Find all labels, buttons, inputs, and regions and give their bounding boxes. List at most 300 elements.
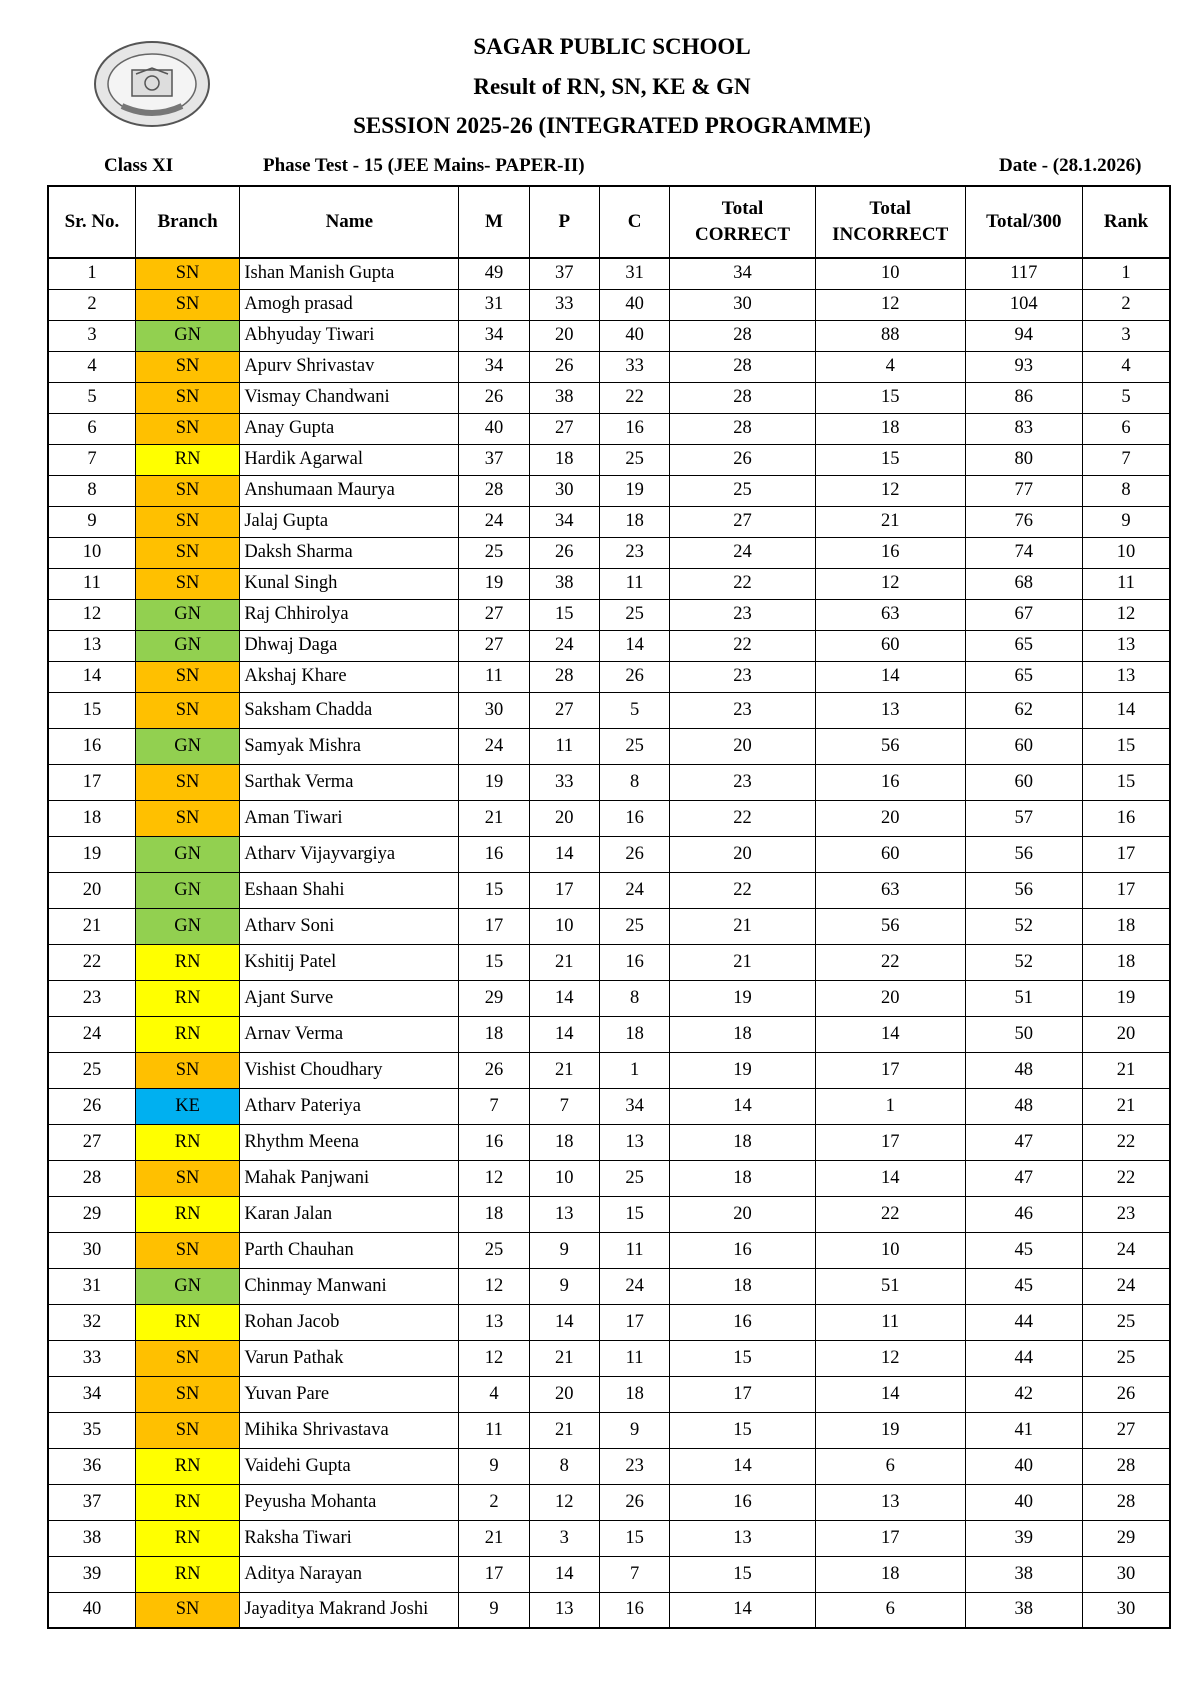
- cell-p: 21: [529, 944, 599, 980]
- cell-rank: 24: [1083, 1268, 1170, 1304]
- cell-m: 17: [459, 1556, 529, 1592]
- table-row: [48, 1124, 1170, 1160]
- cell-m: 4: [459, 1376, 529, 1412]
- cell-total-correct: 24: [670, 537, 816, 568]
- cell-name: Varun Pathak: [240, 1340, 459, 1376]
- cell-p: 7: [529, 1088, 599, 1124]
- cell-total: 104: [965, 289, 1083, 320]
- cell-total: 38: [965, 1592, 1083, 1628]
- cell-total-incorrect: 18: [815, 413, 965, 444]
- cell-rank: 20: [1083, 1016, 1170, 1052]
- cell-c: 14: [599, 630, 669, 661]
- table-row: [48, 1196, 1170, 1232]
- cell-name: Raj Chhirolya: [240, 599, 459, 630]
- cell-total-incorrect: 12: [815, 289, 965, 320]
- cell-name: Mahak Panjwani: [240, 1160, 459, 1196]
- cell-total-incorrect: 60: [815, 836, 965, 872]
- cell-total-incorrect: 17: [815, 1124, 965, 1160]
- cell-c: 11: [599, 1232, 669, 1268]
- cell-p: 17: [529, 872, 599, 908]
- cell-total-correct: 19: [670, 1052, 816, 1088]
- cell-c: 11: [599, 1340, 669, 1376]
- cell-sr-no: 11: [48, 568, 135, 599]
- table-row: [48, 872, 1170, 908]
- cell-total-correct: 20: [670, 728, 816, 764]
- cell-m: 19: [459, 764, 529, 800]
- cell-sr-no: 3: [48, 320, 135, 351]
- cell-p: 8: [529, 1448, 599, 1484]
- cell-c: 40: [599, 289, 669, 320]
- cell-c: 18: [599, 1016, 669, 1052]
- cell-branch: RN: [135, 1520, 239, 1556]
- cell-name: Chinmay Manwani: [240, 1268, 459, 1304]
- cell-name: Vishist Choudhary: [240, 1052, 459, 1088]
- cell-name: Anshumaan Maurya: [240, 475, 459, 506]
- cell-p: 26: [529, 351, 599, 382]
- cell-branch: SN: [135, 382, 239, 413]
- cell-total: 38: [965, 1556, 1083, 1592]
- cell-sr-no: 37: [48, 1484, 135, 1520]
- cell-branch: RN: [135, 944, 239, 980]
- cell-m: 27: [459, 599, 529, 630]
- cell-total: 56: [965, 872, 1083, 908]
- cell-rank: 3: [1083, 320, 1170, 351]
- cell-total-incorrect: 15: [815, 444, 965, 475]
- cell-total-correct: 15: [670, 1412, 816, 1448]
- cell-total-incorrect: 1: [815, 1088, 965, 1124]
- cell-p: 38: [529, 382, 599, 413]
- cell-total-correct: 13: [670, 1520, 816, 1556]
- cell-p: 9: [529, 1232, 599, 1268]
- cell-sr-no: 9: [48, 506, 135, 537]
- cell-total-incorrect: 22: [815, 1196, 965, 1232]
- cell-rank: 26: [1083, 1376, 1170, 1412]
- cell-total-incorrect: 88: [815, 320, 965, 351]
- table-row: [48, 599, 1170, 630]
- cell-rank: 8: [1083, 475, 1170, 506]
- cell-total-correct: 20: [670, 1196, 816, 1232]
- cell-total: 44: [965, 1304, 1083, 1340]
- cell-p: 14: [529, 836, 599, 872]
- cell-name: Saksham Chadda: [240, 692, 459, 728]
- cell-branch: GN: [135, 599, 239, 630]
- cell-sr-no: 7: [48, 444, 135, 475]
- cell-total-correct: 18: [670, 1160, 816, 1196]
- cell-total: 60: [965, 764, 1083, 800]
- header-sr-no: Sr. No.: [48, 186, 135, 258]
- cell-branch: SN: [135, 289, 239, 320]
- cell-sr-no: 38: [48, 1520, 135, 1556]
- cell-sr-no: 10: [48, 537, 135, 568]
- cell-p: 13: [529, 1592, 599, 1628]
- cell-p: 33: [529, 764, 599, 800]
- header-total-correct: Total CORRECT: [670, 186, 816, 258]
- cell-total-incorrect: 10: [815, 1232, 965, 1268]
- table-row: [48, 475, 1170, 506]
- table-row: [48, 1304, 1170, 1340]
- cell-m: 25: [459, 537, 529, 568]
- table-row: [48, 980, 1170, 1016]
- cell-total-correct: 28: [670, 413, 816, 444]
- cell-name: Rohan Jacob: [240, 1304, 459, 1340]
- table-row: [48, 764, 1170, 800]
- table-row: [48, 289, 1170, 320]
- cell-m: 13: [459, 1304, 529, 1340]
- cell-rank: 17: [1083, 872, 1170, 908]
- cell-rank: 5: [1083, 382, 1170, 413]
- cell-total-incorrect: 12: [815, 568, 965, 599]
- cell-total-correct: 15: [670, 1340, 816, 1376]
- cell-total-incorrect: 4: [815, 351, 965, 382]
- cell-name: Jalaj Gupta: [240, 506, 459, 537]
- cell-total-correct: 18: [670, 1124, 816, 1160]
- cell-total-correct: 28: [670, 351, 816, 382]
- cell-total: 77: [965, 475, 1083, 506]
- table-row: [48, 351, 1170, 382]
- cell-p: 14: [529, 1016, 599, 1052]
- cell-p: 37: [529, 258, 599, 289]
- cell-c: 8: [599, 980, 669, 1016]
- cell-total: 45: [965, 1268, 1083, 1304]
- cell-name: Amogh prasad: [240, 289, 459, 320]
- cell-total: 47: [965, 1160, 1083, 1196]
- cell-p: 9: [529, 1268, 599, 1304]
- cell-branch: SN: [135, 568, 239, 599]
- cell-branch: RN: [135, 1124, 239, 1160]
- cell-rank: 13: [1083, 661, 1170, 692]
- cell-p: 30: [529, 475, 599, 506]
- cell-total: 40: [965, 1484, 1083, 1520]
- cell-branch: SN: [135, 413, 239, 444]
- cell-branch: SN: [135, 475, 239, 506]
- cell-c: 17: [599, 1304, 669, 1340]
- cell-total-correct: 21: [670, 944, 816, 980]
- cell-sr-no: 28: [48, 1160, 135, 1196]
- cell-m: 25: [459, 1232, 529, 1268]
- cell-total: 51: [965, 980, 1083, 1016]
- cell-sr-no: 20: [48, 872, 135, 908]
- cell-branch: KE: [135, 1088, 239, 1124]
- table-row: [48, 444, 1170, 475]
- cell-p: 24: [529, 630, 599, 661]
- cell-m: 12: [459, 1268, 529, 1304]
- cell-m: 9: [459, 1592, 529, 1628]
- cell-sr-no: 13: [48, 630, 135, 661]
- cell-total: 50: [965, 1016, 1083, 1052]
- cell-sr-no: 34: [48, 1376, 135, 1412]
- cell-total-incorrect: 17: [815, 1052, 965, 1088]
- cell-branch: RN: [135, 444, 239, 475]
- cell-total: 117: [965, 258, 1083, 289]
- cell-p: 15: [529, 599, 599, 630]
- cell-c: 22: [599, 382, 669, 413]
- cell-total-correct: 22: [670, 630, 816, 661]
- result-table: [47, 185, 1171, 1629]
- school-name: SAGAR PUBLIC SCHOOL: [473, 34, 751, 59]
- cell-total: 65: [965, 630, 1083, 661]
- cell-sr-no: 21: [48, 908, 135, 944]
- cell-m: 26: [459, 1052, 529, 1088]
- cell-rank: 4: [1083, 351, 1170, 382]
- cell-p: 20: [529, 320, 599, 351]
- cell-total: 48: [965, 1088, 1083, 1124]
- cell-name: Atharv Vijayvargiya: [240, 836, 459, 872]
- cell-m: 21: [459, 800, 529, 836]
- cell-rank: 28: [1083, 1484, 1170, 1520]
- cell-total: 57: [965, 800, 1083, 836]
- cell-rank: 30: [1083, 1556, 1170, 1592]
- cell-c: 26: [599, 836, 669, 872]
- cell-sr-no: 27: [48, 1124, 135, 1160]
- table-row: [48, 1016, 1170, 1052]
- cell-total-incorrect: 6: [815, 1448, 965, 1484]
- cell-c: 25: [599, 599, 669, 630]
- table-row: [48, 1520, 1170, 1556]
- cell-total-correct: 16: [670, 1484, 816, 1520]
- table-row: [48, 692, 1170, 728]
- cell-rank: 21: [1083, 1052, 1170, 1088]
- cell-total-correct: 17: [670, 1376, 816, 1412]
- cell-rank: 10: [1083, 537, 1170, 568]
- cell-name: Kunal Singh: [240, 568, 459, 599]
- cell-total-incorrect: 63: [815, 599, 965, 630]
- cell-branch: SN: [135, 351, 239, 382]
- cell-m: 31: [459, 289, 529, 320]
- cell-p: 3: [529, 1520, 599, 1556]
- cell-sr-no: 18: [48, 800, 135, 836]
- cell-branch: RN: [135, 1484, 239, 1520]
- cell-total-incorrect: 14: [815, 1160, 965, 1196]
- cell-branch: RN: [135, 1196, 239, 1232]
- cell-total: 94: [965, 320, 1083, 351]
- cell-m: 11: [459, 661, 529, 692]
- cell-total: 80: [965, 444, 1083, 475]
- cell-branch: GN: [135, 1268, 239, 1304]
- header-branch: Branch: [135, 186, 239, 258]
- cell-p: 38: [529, 568, 599, 599]
- cell-p: 14: [529, 1556, 599, 1592]
- date-label: Date - (28.1.2026): [999, 155, 1142, 176]
- cell-c: 25: [599, 908, 669, 944]
- cell-total-incorrect: 20: [815, 800, 965, 836]
- header-rank: Rank: [1083, 186, 1170, 258]
- cell-m: 15: [459, 944, 529, 980]
- cell-sr-no: 30: [48, 1232, 135, 1268]
- cell-sr-no: 14: [48, 661, 135, 692]
- cell-sr-no: 36: [48, 1448, 135, 1484]
- phase-label: Phase Test - 15 (JEE Mains- PAPER-II): [263, 155, 585, 176]
- cell-c: 8: [599, 764, 669, 800]
- cell-m: 49: [459, 258, 529, 289]
- cell-total-correct: 18: [670, 1268, 816, 1304]
- cell-c: 16: [599, 944, 669, 980]
- table-row: [48, 1052, 1170, 1088]
- cell-name: Anay Gupta: [240, 413, 459, 444]
- cell-total-incorrect: 14: [815, 661, 965, 692]
- table-row: [48, 1448, 1170, 1484]
- table-row: [48, 1268, 1170, 1304]
- cell-rank: 15: [1083, 728, 1170, 764]
- cell-c: 31: [599, 258, 669, 289]
- cell-total: 74: [965, 537, 1083, 568]
- cell-p: 21: [529, 1052, 599, 1088]
- cell-total-incorrect: 6: [815, 1592, 965, 1628]
- cell-name: Peyusha Mohanta: [240, 1484, 459, 1520]
- cell-sr-no: 25: [48, 1052, 135, 1088]
- table-header-row: [48, 186, 1170, 258]
- cell-rank: 21: [1083, 1088, 1170, 1124]
- cell-total-correct: 22: [670, 800, 816, 836]
- cell-name: Ajant Surve: [240, 980, 459, 1016]
- cell-sr-no: 39: [48, 1556, 135, 1592]
- cell-total: 93: [965, 351, 1083, 382]
- cell-rank: 2: [1083, 289, 1170, 320]
- cell-branch: RN: [135, 1304, 239, 1340]
- cell-m: 30: [459, 692, 529, 728]
- cell-branch: SN: [135, 537, 239, 568]
- cell-sr-no: 35: [48, 1412, 135, 1448]
- cell-rank: 28: [1083, 1448, 1170, 1484]
- class-label: Class XI: [104, 155, 174, 176]
- cell-branch: SN: [135, 1340, 239, 1376]
- cell-c: 24: [599, 872, 669, 908]
- cell-c: 7: [599, 1556, 669, 1592]
- cell-p: 27: [529, 692, 599, 728]
- cell-sr-no: 6: [48, 413, 135, 444]
- cell-m: 16: [459, 836, 529, 872]
- table-row: [48, 1088, 1170, 1124]
- cell-c: 18: [599, 1376, 669, 1412]
- cell-rank: 15: [1083, 764, 1170, 800]
- cell-c: 16: [599, 1592, 669, 1628]
- cell-total: 76: [965, 506, 1083, 537]
- cell-p: 34: [529, 506, 599, 537]
- cell-total-incorrect: 63: [815, 872, 965, 908]
- cell-branch: GN: [135, 320, 239, 351]
- table-row: [48, 1412, 1170, 1448]
- cell-c: 26: [599, 1484, 669, 1520]
- cell-sr-no: 2: [48, 289, 135, 320]
- cell-branch: SN: [135, 1160, 239, 1196]
- cell-total: 60: [965, 728, 1083, 764]
- cell-branch: SN: [135, 692, 239, 728]
- cell-total: 83: [965, 413, 1083, 444]
- cell-rank: 7: [1083, 444, 1170, 475]
- cell-p: 13: [529, 1196, 599, 1232]
- cell-total-correct: 16: [670, 1304, 816, 1340]
- cell-m: 37: [459, 444, 529, 475]
- table-row: [48, 258, 1170, 289]
- cell-name: Parth Chauhan: [240, 1232, 459, 1268]
- cell-name: Vismay Chandwani: [240, 382, 459, 413]
- cell-total-correct: 14: [670, 1448, 816, 1484]
- cell-c: 5: [599, 692, 669, 728]
- table-row: [48, 630, 1170, 661]
- cell-total-correct: 20: [670, 836, 816, 872]
- cell-rank: 18: [1083, 908, 1170, 944]
- table-row: [48, 661, 1170, 692]
- cell-c: 25: [599, 1160, 669, 1196]
- table-row: [48, 568, 1170, 599]
- cell-name: Hardik Agarwal: [240, 444, 459, 475]
- cell-total: 41: [965, 1412, 1083, 1448]
- cell-p: 11: [529, 728, 599, 764]
- cell-sr-no: 29: [48, 1196, 135, 1232]
- cell-p: 20: [529, 1376, 599, 1412]
- cell-total-correct: 23: [670, 764, 816, 800]
- cell-total-incorrect: 10: [815, 258, 965, 289]
- cell-branch: RN: [135, 1448, 239, 1484]
- cell-name: Ishan Manish Gupta: [240, 258, 459, 289]
- table-row: [48, 1160, 1170, 1196]
- cell-name: Rhythm Meena: [240, 1124, 459, 1160]
- cell-sr-no: 16: [48, 728, 135, 764]
- cell-total: 44: [965, 1340, 1083, 1376]
- header-name: Name: [240, 186, 459, 258]
- cell-total: 52: [965, 944, 1083, 980]
- cell-branch: GN: [135, 908, 239, 944]
- cell-name: Karan Jalan: [240, 1196, 459, 1232]
- header-c: C: [599, 186, 669, 258]
- table-row: [48, 1232, 1170, 1268]
- cell-total-correct: 26: [670, 444, 816, 475]
- cell-c: 16: [599, 800, 669, 836]
- cell-p: 20: [529, 800, 599, 836]
- cell-total: 46: [965, 1196, 1083, 1232]
- cell-p: 28: [529, 661, 599, 692]
- result-title: Result of RN, SN, KE & GN: [473, 74, 751, 99]
- cell-total: 68: [965, 568, 1083, 599]
- cell-m: 26: [459, 382, 529, 413]
- cell-total-correct: 28: [670, 382, 816, 413]
- cell-m: 16: [459, 1124, 529, 1160]
- cell-rank: 22: [1083, 1160, 1170, 1196]
- cell-c: 1: [599, 1052, 669, 1088]
- cell-rank: 14: [1083, 692, 1170, 728]
- cell-rank: 17: [1083, 836, 1170, 872]
- cell-m: 18: [459, 1196, 529, 1232]
- cell-sr-no: 12: [48, 599, 135, 630]
- cell-rank: 18: [1083, 944, 1170, 980]
- cell-rank: 16: [1083, 800, 1170, 836]
- cell-sr-no: 31: [48, 1268, 135, 1304]
- cell-sr-no: 24: [48, 1016, 135, 1052]
- cell-m: 11: [459, 1412, 529, 1448]
- cell-rank: 9: [1083, 506, 1170, 537]
- cell-branch: SN: [135, 661, 239, 692]
- cell-sr-no: 33: [48, 1340, 135, 1376]
- table-row: [48, 1376, 1170, 1412]
- cell-sr-no: 8: [48, 475, 135, 506]
- cell-total: 40: [965, 1448, 1083, 1484]
- cell-total: 42: [965, 1376, 1083, 1412]
- cell-branch: SN: [135, 258, 239, 289]
- cell-c: 13: [599, 1124, 669, 1160]
- cell-name: Aditya Narayan: [240, 1556, 459, 1592]
- cell-c: 24: [599, 1268, 669, 1304]
- cell-branch: RN: [135, 1016, 239, 1052]
- cell-total-correct: 27: [670, 506, 816, 537]
- cell-name: Atharv Pateriya: [240, 1088, 459, 1124]
- cell-total-incorrect: 12: [815, 475, 965, 506]
- cell-name: Daksh Sharma: [240, 537, 459, 568]
- cell-c: 26: [599, 661, 669, 692]
- cell-total: 47: [965, 1124, 1083, 1160]
- cell-m: 9: [459, 1448, 529, 1484]
- cell-rank: 24: [1083, 1232, 1170, 1268]
- cell-branch: SN: [135, 800, 239, 836]
- cell-rank: 11: [1083, 568, 1170, 599]
